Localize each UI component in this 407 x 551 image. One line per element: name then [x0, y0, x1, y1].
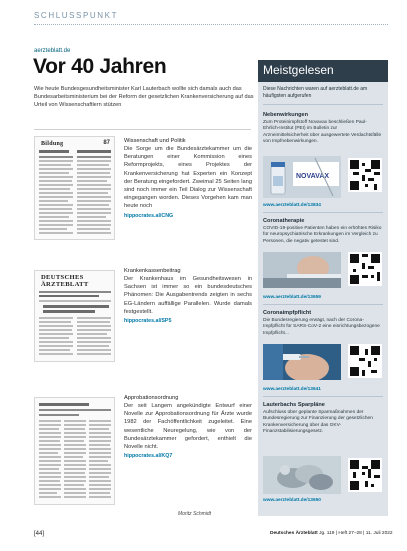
article-thumbnail	[34, 397, 115, 505]
kicker: aerzteblatt.de	[34, 48, 71, 54]
sidebar-item-title: Coronatherapie	[263, 218, 305, 224]
sidebar-item-link[interactable]: www.aerzteblatt.de/13834	[263, 203, 321, 208]
section-label: SCHLUSSPUNKT	[34, 11, 119, 20]
qr-code-icon[interactable]	[348, 252, 382, 286]
footer-journal: Deutsches Ärzteblatt	[270, 531, 318, 536]
article-title: Wissenschaft und Politik	[124, 138, 186, 144]
novavax-label: NOVAVAX	[296, 173, 330, 180]
sidebar-item-text: Aufschluss über geplante Sparmaßnahmen der Bundesregierung zur Finanzierung der gesetzlichen Krankenversicherung über das GKV-Finanzstabilisierungsgesetz.	[263, 410, 373, 435]
author-credit: Moritz Schmidt	[178, 511, 212, 517]
article-thumbnail	[34, 270, 115, 362]
sidebar-header	[258, 60, 388, 82]
thumbnail-page-number: 87	[103, 140, 110, 146]
sidebar-item-link[interactable]: www.aerzteblatt.de/13650	[263, 498, 321, 503]
qr-code-icon[interactable]	[348, 158, 382, 192]
sidebar-divider	[263, 396, 383, 397]
vaccine-vial-image	[263, 156, 341, 198]
sidebar-intro: Diese Nachrichten waren auf aerzteblatt.de am häufigsten aufgerufen	[263, 86, 368, 99]
article-text: Die Sorge um die Bundesärztekammer um die Beratungen einer Kommission eines Reformprojekts, eines Projektes der Krankenversicherung hat Experten ein Konzept der Beratung eingefordert. Zweimal 25 Seiten lang sind noch immer ein Teil Dialog zur Wissenschaft eingegangen worden. Dieses Vorgehen kam man heute noch	[124, 146, 252, 210]
article-title: Krankenkassenbeitrag	[124, 268, 181, 274]
qr-code-icon[interactable]	[348, 458, 382, 492]
sidebar-item-link[interactable]: www.aerzteblatt.de/13659	[263, 295, 321, 300]
article-link[interactable]: hippocrates.al/CNG	[124, 212, 174, 219]
article-text: Der Krankenhaus im Gesundheitswesen in Sachsen ist immer so ein bundesdeutsches Phänomen: Die Ausgabentrends zeigten in sechs EG-Ländern auffällige Parallelen. Wurde damals festgestellt.	[124, 276, 252, 315]
article-title: Approbationsordnung	[124, 395, 179, 401]
page-title: Vor 40 Jahren	[33, 55, 167, 78]
sidebar-item-title: Coronaimpfpflicht	[263, 310, 312, 316]
sidebar-title: Meistgelesen	[263, 63, 334, 77]
sidebar-item-corona-vaccine-mandate	[258, 310, 388, 382]
qr-code-icon[interactable]	[348, 344, 382, 378]
page-number: [44]	[34, 531, 45, 537]
sidebar-divider	[263, 212, 383, 213]
thumbnail-masthead: DEUTSCHES ÄRZTEBLATT	[41, 274, 89, 288]
sidebar-divider	[263, 104, 383, 105]
sidebar-item-text: Die Bundesregierung erwägt, nach der Corona-Impfpflicht für SARS-CoV-2 eine einrichtungsbezogene Impfpflicht...	[263, 318, 380, 336]
article-link[interactable]: hippocrates.al/KQ7	[124, 453, 173, 460]
sidebar-item-text: COVID-19-positive Patienten haben ein erhöhtes Risiko für neuropsychiatrische Erkrankungen im Vergleich zu Personen, die negativ getestet sind.	[263, 226, 382, 244]
article-link[interactable]: hippocrates.al/SP5	[124, 318, 172, 325]
coins-image	[263, 456, 341, 494]
article-licensing	[34, 395, 252, 515]
covid-patient-image	[263, 252, 341, 288]
article-thumbnail	[34, 136, 115, 240]
sidebar-item-link[interactable]: www.aerzteblatt.de/13641	[263, 387, 321, 392]
footer-publication	[270, 531, 393, 536]
sidebar-item-title: Lauterbachs Sparpläne	[263, 402, 325, 408]
most-read-sidebar	[258, 60, 388, 516]
footer-issue: Jg. 119 | Heft 27–28 | 11. Juli 2022	[319, 531, 393, 536]
article-health-insurance	[34, 268, 252, 373]
sidebar-item-lauterbach-savings	[258, 402, 388, 508]
sidebar-item-text: Zum Proteinimpfstoff Novavax beschließen Paul-Ehrlich-Institut (PEI) im Bulletin zur Arzneimittelsicherheit über ausgewertete Verdachtsfälle von Impfnebenwirkungen.	[263, 120, 382, 145]
section-divider	[34, 24, 388, 25]
sidebar-divider	[263, 304, 383, 305]
sidebar-item-title: Nebenwirkungen	[263, 112, 309, 118]
thumbnail-masthead: Bildung	[41, 141, 64, 147]
article-science-politics	[34, 136, 252, 246]
vaccination-image	[263, 344, 341, 380]
sidebar-item-corona-therapy	[258, 218, 388, 290]
lede: Wie heute Bundesgesundheitsminister Karl Lauterbach wollte sich damals auch das Bundesarbeitsministerium bei der Reform der gesetzlichen Krankenversicherung auf das Urteil von Wissenschaftlern stützen	[34, 86, 254, 108]
article-text: Der seit Langem angekündigte Entwurf einer Novelle zur Approbationsordnung für Ärzte wurde 1982 der Fachöffentlichkeit zugeleitet. Eine wesentliche Neuregelung, wie von der Bundesärztekammer gefordert, enthielt die Novelle nicht.	[124, 403, 252, 451]
column-divider	[34, 129, 251, 130]
sidebar-item-side-effects	[258, 112, 388, 208]
